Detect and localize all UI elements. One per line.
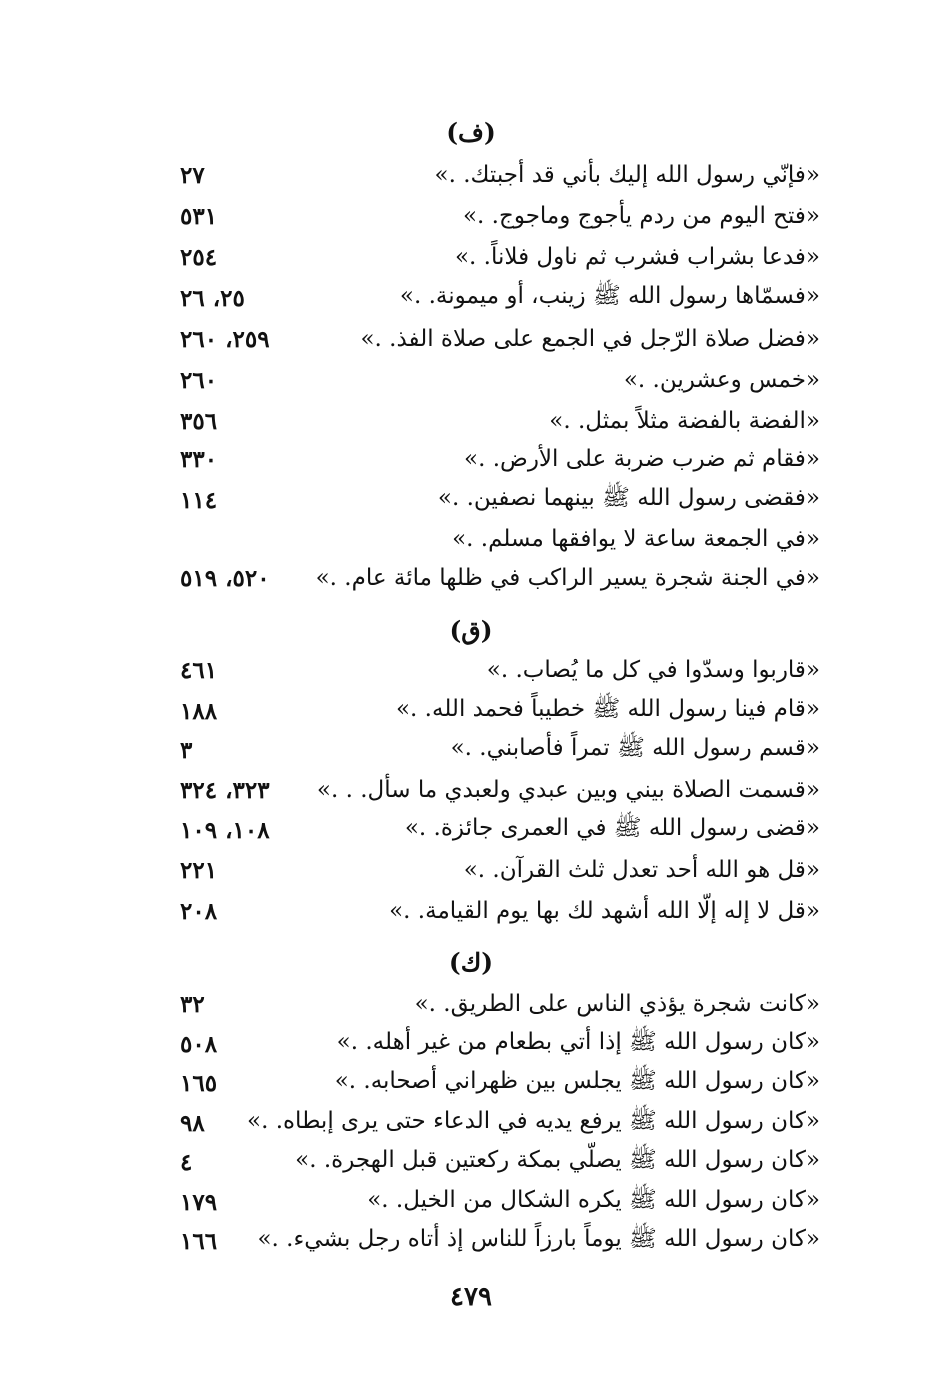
entry-pages: ٤٦١ (180, 656, 218, 684)
list-item (180, 440, 820, 478)
list-item (180, 559, 820, 597)
list-item (180, 320, 820, 358)
entry-text: «فقام ثم ضرب ضربة على الأرض. .» (464, 446, 820, 472)
entry-text: «فتح اليوم من ردم يأجوج وماجوج. .» (462, 203, 820, 229)
list-item (180, 851, 820, 889)
entry-text: «فضل صلاة الرّجل في الجمع على صلاة الفذ. .» (360, 326, 820, 352)
entry-pages: ٣٢ (180, 990, 205, 1018)
entry-text: «قسم رسول الله ﷺ تمراً فأصابني. .» (450, 735, 820, 761)
list-item (180, 197, 820, 235)
entry-text: «فدعا بشراب فشرب ثم ناول فلاناً. .» (454, 244, 820, 270)
entry-pages: ٣٢٣، ٣٢٤ (180, 776, 270, 804)
entry-text: «قل لا إله إلّا الله أشهد لك بها يوم القيامة. .» (389, 898, 820, 924)
entry-pages: ١٦٦ (180, 1227, 218, 1255)
list-item (180, 811, 820, 849)
entry-text: «في الجمعة ساعة لا يوافقها مسلم. .» (452, 526, 820, 552)
entry-text: «قضى رسول الله ﷺ في العمرى جائزة. .» (404, 815, 820, 841)
section-heading-kaf: (ك) (448, 948, 494, 977)
list-item (180, 892, 820, 930)
entry-pages: ١٨٨ (180, 697, 218, 725)
entry-pages: ١٠٨، ١٠٩ (180, 816, 270, 844)
entry-text: «قسمت الصلاة بيني وبين عبدي ولعبدي ما سأل. . .» (316, 777, 820, 803)
entry-pages: ٥٣١ (180, 202, 218, 230)
entry-text: «فقضى رسول الله ﷺ بينهما نصفين. .» (437, 485, 820, 511)
list-item (180, 402, 820, 440)
entry-text: «كان رسول الله ﷺ يصلّي بمكة ركعتين قبل الهجرة. .» (295, 1147, 820, 1173)
entry-text: «قام فينا رسول الله ﷺ خطيباً فحمد الله. .» (395, 696, 820, 722)
entry-text: «كان رسول الله ﷺ يجلس بين ظهراني أصحابه. .» (334, 1068, 820, 1094)
entry-pages: ١١٤ (180, 486, 218, 514)
entry-pages: ٢٠٨ (180, 897, 218, 925)
entry-pages: ٢٢١ (180, 856, 218, 884)
entry-text: «كان رسول الله ﷺ يرفع يديه في الدعاء حتى يرى إبطاه. .» (247, 1108, 820, 1134)
section-heading-fa: (ف) (446, 118, 496, 147)
entry-pages: ٣٥٦ (180, 407, 218, 435)
entry-pages: ٩٨ (180, 1109, 205, 1137)
list-item (180, 692, 820, 730)
entry-pages: ٤ (180, 1148, 193, 1176)
entry-pages: ٣ (180, 736, 193, 764)
list-item (180, 1104, 820, 1142)
entry-text: «قاربوا وسدّوا في كل ما يُصاب. .» (486, 657, 820, 683)
list-item (180, 651, 820, 689)
entry-text: «قل هو الله أحد تعدل ثلث القرآن. .» (463, 857, 820, 883)
entry-text: «كان رسول الله ﷺ يكره الشكال من الخيل. .» (367, 1187, 820, 1213)
list-item (180, 1222, 820, 1260)
entry-text: «كانت شجرة يؤذي الناس على الطريق. .» (414, 991, 820, 1017)
entry-pages: ٢٥٤ (180, 243, 218, 271)
list-item (180, 771, 820, 809)
entry-pages: ٢٥، ٢٦ (180, 284, 245, 312)
entry-text: «خمس وعشرين. .» (623, 367, 820, 393)
entry-pages: ٢٧ (180, 161, 205, 189)
list-item (180, 1143, 820, 1181)
entry-text: «فسمّاها رسول الله ﷺ زينب، أو ميمونة. .» (399, 283, 820, 309)
list-item (180, 238, 820, 276)
list-item (180, 1183, 820, 1221)
entry-pages: ٥٢٠، ٥١٩ (180, 564, 270, 592)
section-heading-qaf: (ق) (449, 616, 493, 645)
entry-pages: ٥٠٨ (180, 1030, 218, 1058)
list-item (180, 731, 820, 769)
entry-pages: ١٧٩ (180, 1188, 218, 1216)
entry-text: «الفضة بالفضة مثلاً بمثل. .» (549, 408, 820, 434)
entry-pages: ١٦٥ (180, 1069, 218, 1097)
list-item (180, 1064, 820, 1102)
entry-pages: ٢٦٠ (180, 366, 218, 394)
entry-pages: ٣٣٠ (180, 445, 218, 473)
list-item (180, 520, 820, 558)
list-item (180, 481, 820, 519)
list-item (180, 1025, 820, 1063)
list-item (180, 156, 820, 194)
list-item (180, 361, 820, 399)
entry-text: «في الجنة شجرة يسير الراكب في ظلها مائة عام. .» (315, 565, 820, 591)
page-number: ٤٧٩ (450, 1282, 492, 1312)
list-item (180, 985, 820, 1023)
entry-pages: ٢٥٩، ٢٦٠ (180, 325, 270, 353)
entry-text: «كان رسول الله ﷺ إذا أتي بطعام من غير أهله. .» (336, 1029, 820, 1055)
entry-text: «فإنّي رسول الله إليك بأني قد أجبتك. .» (434, 162, 820, 188)
entry-text: «كان رسول الله ﷺ يوماً بارزاً للناس إذ أتاه رجل بشيء. .» (257, 1226, 820, 1252)
list-item (180, 279, 820, 317)
